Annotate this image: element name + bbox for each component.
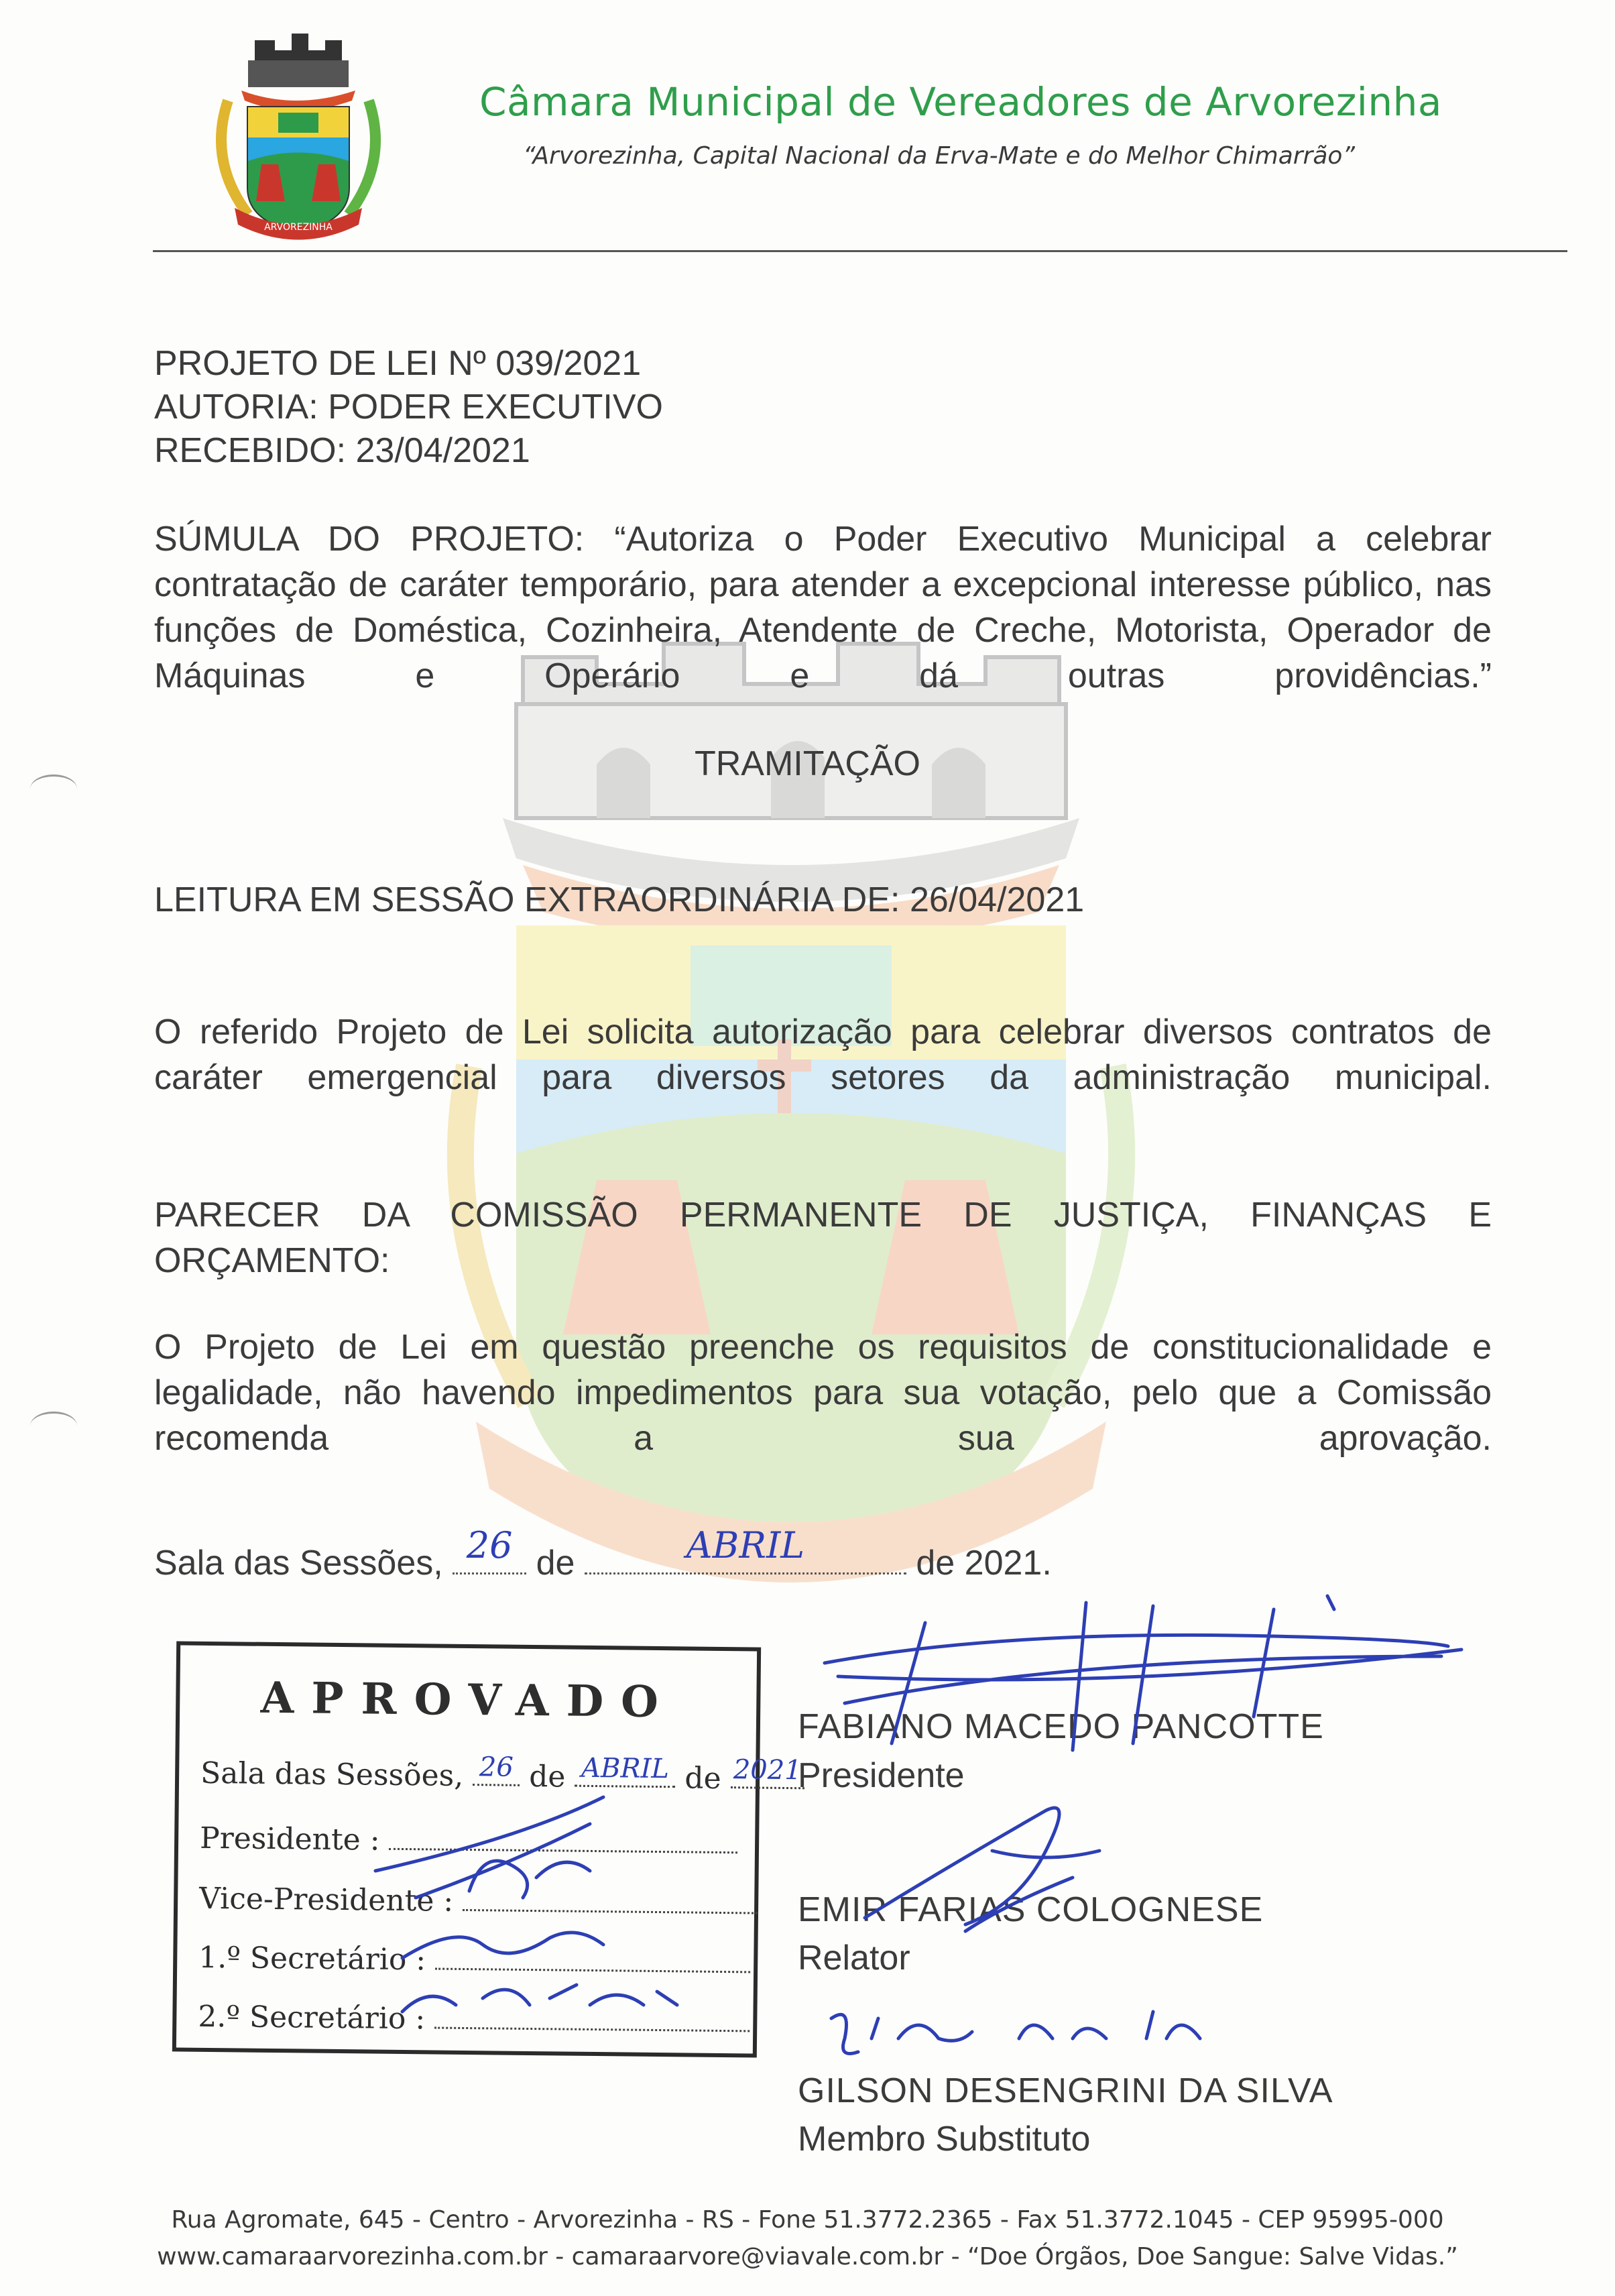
session-date-de: de xyxy=(536,1544,575,1583)
signatory-name-president: FABIANO MACEDO PANCOTTE xyxy=(798,1707,1324,1746)
stamp-session-label: Sala das Sessões, xyxy=(200,1756,464,1793)
signatory-role-substitute: Membro Substituto xyxy=(798,2120,1091,2159)
session-day-handwritten: 26 xyxy=(466,1524,513,1566)
stamp-month-handwritten: ABRIL xyxy=(581,1752,670,1785)
stamp-sec2-row xyxy=(198,2000,750,2040)
session-month-field xyxy=(585,1524,906,1574)
stamp-vice-line xyxy=(463,1885,758,1914)
bill-description: O referido Projeto de Lei solicita autorização para celebrar diversos contratos de caráter emergencial para diversos setores da administração municipal. xyxy=(154,1013,1492,1097)
footer-address: Rua Agromate, 645 - Centro - Arvorezinha - RS - Fone 51.3772.2365 - Fax 51.3772.1045 - CEP 95995-000 xyxy=(171,2206,1444,2234)
stamp-presidente-row xyxy=(200,1821,738,1861)
bill-summary: SÚMULA DO PROJETO: “Autoriza o Poder Executivo Municipal a celebrar contratação de caráter temporário, para atender a excepcional interesse público, nas funções de Doméstica, Cozinheira, Atendente de Creche, Motorista, Operador de Máquinas e Operário e dá outras providências.” xyxy=(154,520,1492,695)
signatory-role-rapporteur: Relator xyxy=(798,1939,910,1977)
signatory-name-substitute: GILSON DESENGRINI DA SILVA xyxy=(798,2071,1333,2110)
committee-opinion-heading: PARECER DA COMISSÃO PERMANENTE DE JUSTIÇA, FINANÇAS E ORÇAMENTO: xyxy=(154,1196,1492,1280)
approval-stamp xyxy=(172,1641,802,2057)
punch-hole-mark xyxy=(30,1412,77,1440)
signatory-role-president: Presidente xyxy=(798,1756,965,1795)
bill-author: AUTORIA: PODER EXECUTIVO xyxy=(154,388,663,426)
stamp-year-handwritten: 2021 xyxy=(733,1754,802,1786)
chamber-name: Câmara Municipal de Vereadores de Arvorezinha xyxy=(479,79,1442,125)
stamp-presidente-label: Presidente : xyxy=(199,1821,380,1857)
header-divider xyxy=(153,250,1567,252)
bill-number: PROJETO DE LEI Nº 039/2021 xyxy=(154,344,642,383)
stamp-sec2-line xyxy=(434,2003,750,2032)
reading-session-date: LEITURA EM SESSÃO EXTRAORDINÁRIA DE: 26/04/2021 xyxy=(154,880,1085,919)
stamp-session-row xyxy=(200,1752,804,1796)
session-month-handwritten: ABRIL xyxy=(686,1524,805,1566)
stamp-year-field xyxy=(730,1754,804,1789)
municipal-crest-logo xyxy=(194,27,389,248)
session-date-year: de 2021. xyxy=(916,1544,1052,1583)
session-day-field xyxy=(453,1524,526,1574)
signatory-name-rapporteur: EMIR FARIAS COLOGNESE xyxy=(798,1890,1264,1929)
footer-contacts: www.camaraarvorezinha.com.br - camaraarvore@viavale.com.br - “Doe Órgãos, Doe Sangue: Salve Vidas.” xyxy=(157,2243,1458,2271)
stamp-sec2-label: 2.º Secretário : xyxy=(198,1999,426,2036)
session-date-line xyxy=(154,1524,1052,1586)
stamp-de-1: de xyxy=(528,1759,566,1794)
tramitacao-heading: TRAMITAÇÃO xyxy=(694,744,921,783)
stamp-vice-row xyxy=(199,1882,758,1922)
committee-opinion-text: O Projeto de Lei em questão preenche os requisitos de constitucionalidade e legalidade, não havendo impedimentos para sua votação, pelo que a Comissão recomenda a sua aprovação. xyxy=(154,1328,1492,1458)
stamp-presidente-line xyxy=(389,1824,737,1853)
stamp-sec1-label: 1.º Secretário : xyxy=(198,1940,426,1977)
stamp-sec1-row xyxy=(198,1941,750,1981)
stamp-vice-label: Vice-Presidente : xyxy=(198,1881,454,1918)
session-date-prefix: Sala das Sessões, xyxy=(154,1544,443,1583)
stamp-sec1-line xyxy=(435,1944,750,1973)
crest-label: ARVOREZINHA xyxy=(264,222,333,233)
bill-received-date: RECEBIDO: 23/04/2021 xyxy=(154,431,530,470)
stamp-de-2: de xyxy=(684,1761,721,1796)
stamp-day-field xyxy=(473,1752,520,1786)
stamp-day-handwritten: 26 xyxy=(479,1752,514,1783)
signature-substitute xyxy=(831,2012,1200,2054)
chamber-motto: “Arvorezinha, Capital Nacional da Erva-Mate e do Melhor Chimarrão” xyxy=(523,142,1356,170)
stamp-month-field xyxy=(575,1752,675,1788)
stamp-title: APROVADO xyxy=(260,1672,676,1728)
